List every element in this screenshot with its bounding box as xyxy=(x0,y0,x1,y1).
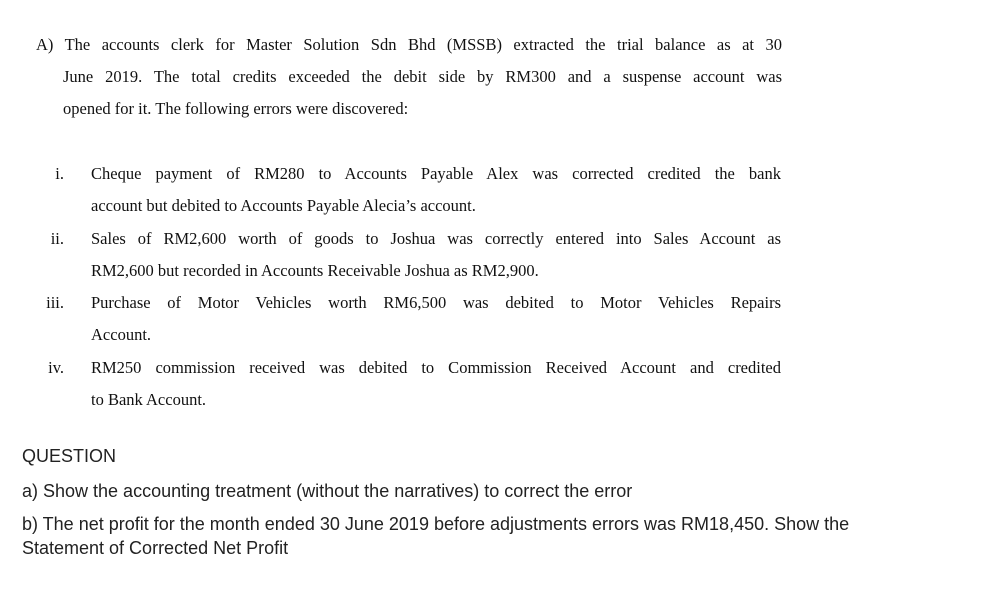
error-numeral: i. xyxy=(55,164,64,183)
error-numeral: iv. xyxy=(48,358,64,377)
error-numeral: ii. xyxy=(50,229,64,248)
error-ii-line-1: Sales of RM2,600 worth of goods to Joshua was correctly entered into Sales Account as xyxy=(91,229,781,248)
question-heading: QUESTION xyxy=(22,446,117,466)
error-iv-line-1: RM250 commission received was debited to Commission Received Account and credited xyxy=(91,358,781,377)
question-part-a: a) Show the accounting treatment (without the narratives) to correct the error xyxy=(22,481,633,501)
question-part-b-line-1: b) The net profit for the month ended 30 June 2019 before adjustments errors was RM18,450. Show the xyxy=(22,514,850,534)
error-i-line-1: Cheque payment of RM280 to Accounts Payable Alex was corrected credited the bank xyxy=(91,164,781,183)
intro-line-3: opened for it. The following errors were discovered: xyxy=(63,99,409,118)
intro-line-2: June 2019. The total credits exceeded the debit side by RM300 and a suspense account was xyxy=(63,67,782,86)
error-iv-line-2: to Bank Account. xyxy=(91,390,207,409)
question-part-b-line-2: Statement of Corrected Net Profit xyxy=(22,538,289,558)
error-numeral: iii. xyxy=(46,293,64,312)
error-i-line-2: account but debited to Accounts Payable Alecia’s account. xyxy=(91,196,476,215)
intro-line-1: A) The accounts clerk for Master Solution Sdn Bhd (MSSB) extracted the trial balance as at 30 xyxy=(36,35,782,54)
error-iii-line-1: Purchase of Motor Vehicles worth RM6,500 was debited to Motor Vehicles Repairs xyxy=(91,293,781,312)
error-ii-line-2: RM2,600 but recorded in Accounts Receivable Joshua as RM2,900. xyxy=(91,261,539,280)
error-iii-line-2: Account. xyxy=(91,325,152,344)
